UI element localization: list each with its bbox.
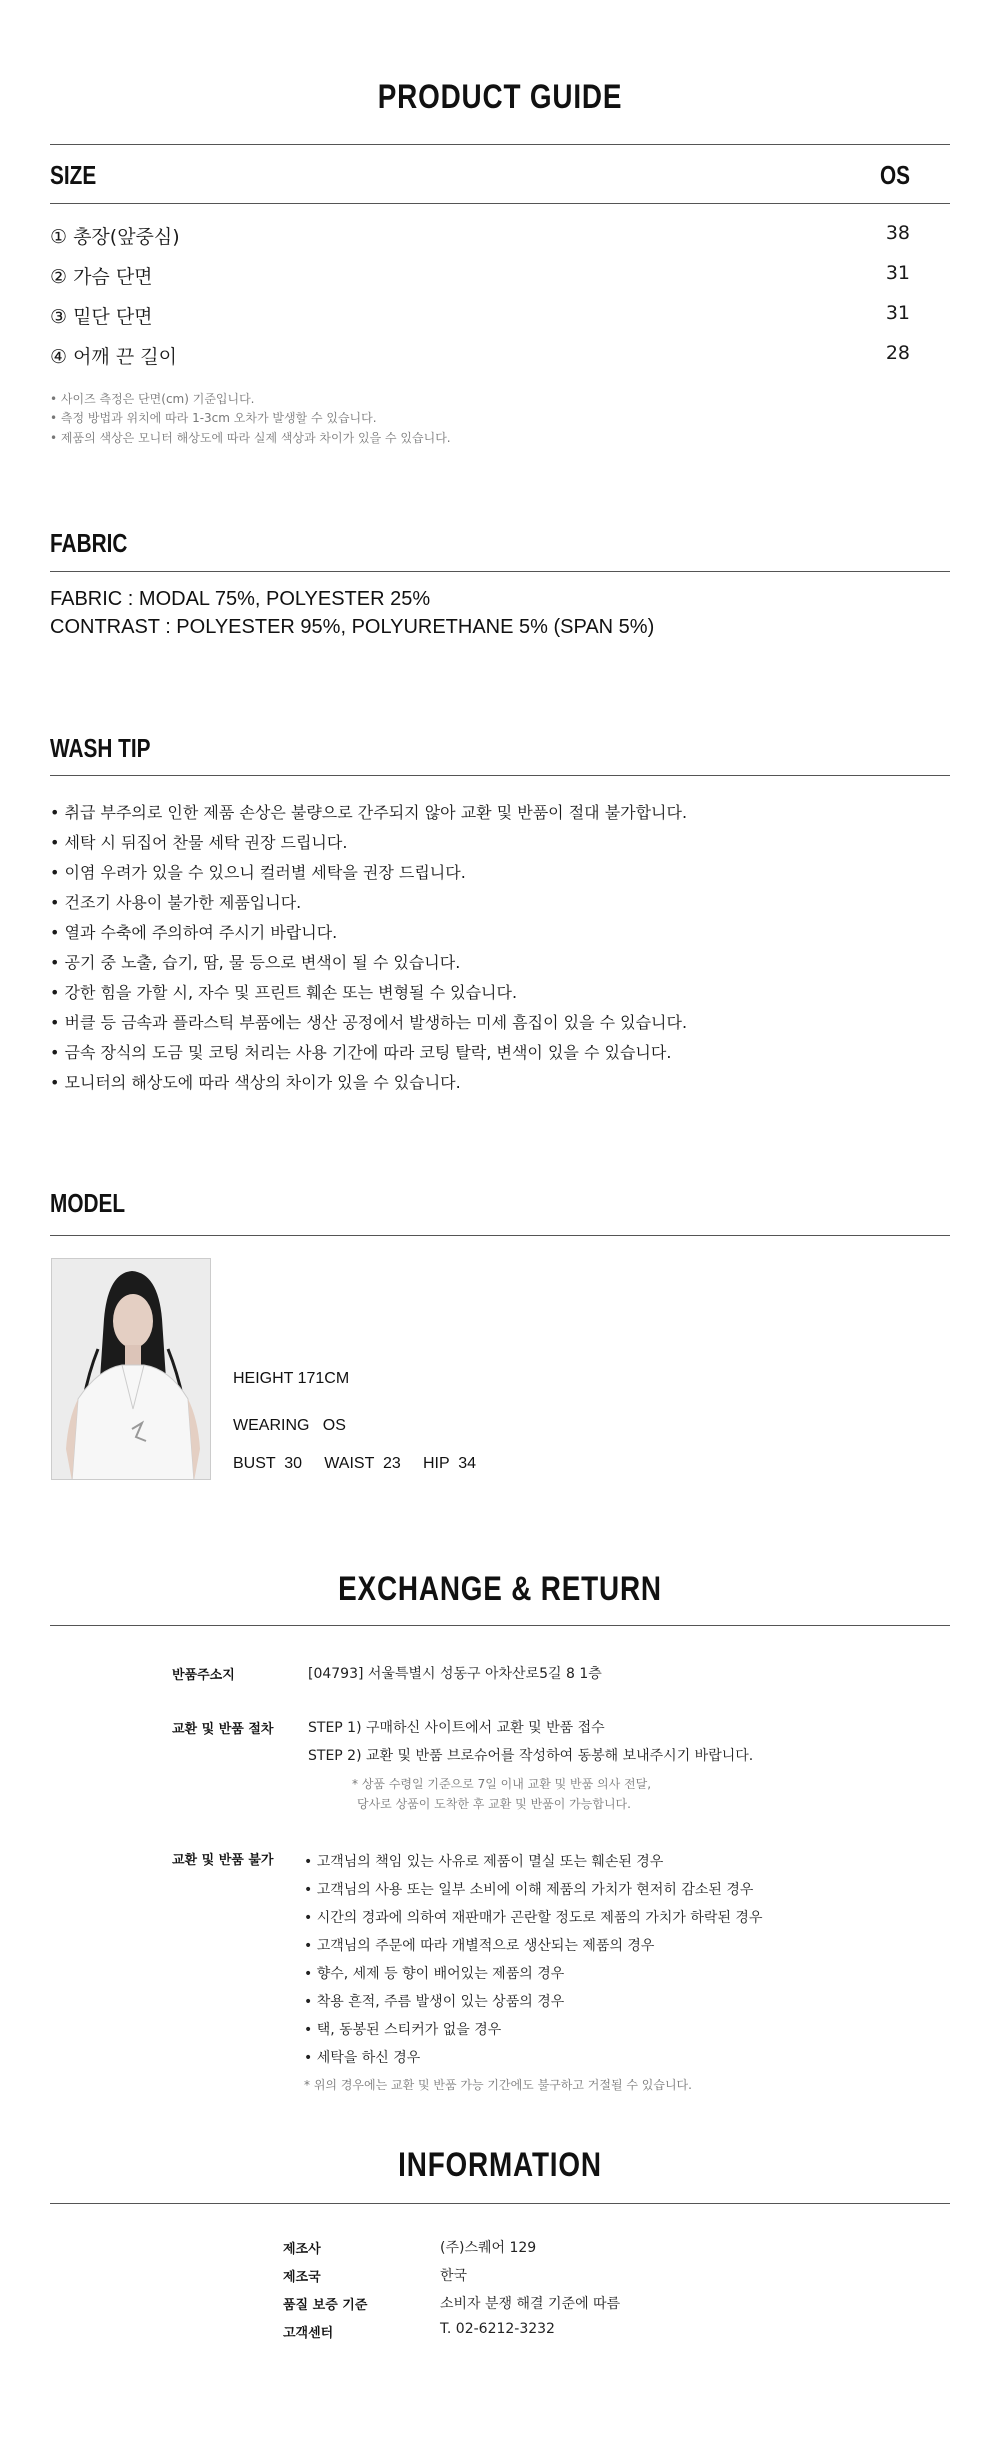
procedure-note: 당사로 상품이 도착한 후 교환 및 반품이 가능합니다. [357,1797,631,1811]
fabric-title: FABRIC [50,528,128,558]
unavailable-item: • 착용 흔적, 주름 발생이 있는 상품의 경우 [304,1994,565,2010]
model-height: HEIGHT 171CM [233,1370,350,1387]
wash-tip-item: • 열과 수축에 주의하여 주시기 바랍니다. [50,923,338,942]
unavailable-item: • 세탁을 하신 경우 [304,2050,421,2066]
divider [50,1235,950,1236]
size-row [50,302,910,332]
size-row [50,222,910,252]
os-header: OS [880,160,911,190]
address-label: 반품주소지 [172,1668,235,1683]
procedure-note: * 상품 수령일 기준으로 7일 이내 교환 및 반품 의사 전달, [352,1777,652,1791]
size-row [50,262,910,292]
unavailable-item: • 고객님의 주문에 따라 개별적으로 생산되는 제품의 경우 [304,1938,655,1954]
procedure-step1: STEP 1) 구매하신 사이트에서 교환 및 반품 접수 [308,1720,605,1736]
model-title: MODEL [50,1188,126,1218]
size-row [50,342,910,372]
size-row-value: 28 [885,342,910,364]
divider [50,2203,950,2204]
size-note: • 측정 방법과 위치에 따라 1-3cm 오차가 발생할 수 있습니다. [50,411,377,425]
fabric-line: CONTRAST : POLYESTER 95%, POLYURETHANE 5% (SPAN 5%) [50,616,655,638]
procedure-label: 교환 및 반품 절차 [172,1722,274,1737]
wash-tip-item: • 공기 중 노출, 습기, 땀, 물 등으로 변색이 될 수 있습니다. [50,953,461,972]
size-note: • 사이즈 측정은 단면(cm) 기준입니다. [50,392,255,406]
wash-tip-item: • 건조기 사용이 불가한 제품입니다. [50,893,302,912]
divider [50,144,950,145]
divider [50,203,950,204]
wash-tip-item: • 강한 힘을 가할 시, 자수 및 프린트 훼손 또는 변형될 수 있습니다. [50,983,518,1002]
wash-tip-item: • 버클 등 금속과 플라스틱 부품에는 생산 공정에서 발생하는 미세 흠집이 있을 수 있습니다. [50,1013,688,1032]
size-row-label: ④ 어깨 끈 길이 [50,346,177,368]
info-label: 제조사 [283,2242,321,2257]
unavailable-label: 교환 및 반품 불가 [172,1853,274,1868]
unavailable-item: • 고객님의 책임 있는 사유로 제품이 멸실 또는 훼손된 경우 [304,1854,664,1870]
info-label: 고객센터 [283,2326,334,2341]
size-row-label: ② 가슴 단면 [50,266,153,288]
wash-tip-item: • 취급 부주의로 인한 제품 손상은 불량으로 간주되지 않아 교환 및 반품이 절대 불가합니다. [50,803,688,822]
unavailable-item: • 시간의 경과에 의하여 재판매가 곤란할 정도로 제품의 가치가 하락된 경우 [304,1910,763,1926]
info-value: (주)스퀘어 129 [440,2240,537,2256]
unavailable-item: • 고객님의 사용 또는 일부 소비에 이해 제품의 가치가 현저히 감소된 경우 [304,1882,754,1898]
info-value: 한국 [440,2268,468,2284]
product-guide-title: PRODUCT GUIDE [377,78,623,116]
wash-tip-item: • 모니터의 해상도에 따라 색상의 차이가 있을 수 있습니다. [50,1073,461,1092]
size-row-value: 38 [885,222,910,244]
info-label: 품질 보증 기준 [283,2298,368,2313]
fabric-line: FABRIC : MODAL 75%, POLYESTER 25% [50,588,431,610]
model-image [52,1259,211,1480]
divider [50,571,950,572]
info-value: T. 02-6212-3232 [440,2321,555,2337]
wash-tip-item: • 이염 우려가 있을 수 있으니 컬러별 세탁을 권장 드립니다. [50,863,466,882]
divider [50,1625,950,1626]
size-row-value: 31 [885,302,910,324]
wash-tip-item: • 금속 장식의 도금 및 코팅 처리는 사용 기간에 따라 코팅 탈락, 변색이 있을 수 있습니다. [50,1043,672,1062]
size-header: SIZE [50,160,97,190]
procedure-step2: STEP 2) 교환 및 반품 브로슈어를 작성하여 동봉해 보내주시기 바랍니다. [308,1748,754,1764]
size-row-value: 31 [885,262,910,284]
information-title: INFORMATION [398,2146,602,2184]
size-note: • 제품의 색상은 모니터 해상도에 따라 실제 색상과 차이가 있을 수 있습니다. [50,431,451,445]
model-photo [51,1258,211,1480]
unavailable-note: * 위의 경우에는 교환 및 반품 가능 기간에도 불구하고 거절될 수 있습니다. [304,2078,692,2092]
model-wearing: WEARING OS [233,1417,346,1434]
info-label: 제조국 [283,2270,321,2285]
size-row-label: ① 총장(앞중심) [50,226,180,248]
address-value: [04793] 서울특별시 성동구 아차산로5길 8 1층 [308,1666,602,1682]
size-row-label: ③ 밑단 단면 [50,306,153,328]
wash-tip-title: WASH TIP [50,733,151,763]
info-value: 소비자 분쟁 해결 기준에 따름 [440,2296,621,2312]
wash-tip-item: • 세탁 시 뒤집어 찬물 세탁 권장 드립니다. [50,833,348,852]
divider [50,775,950,776]
unavailable-item: • 향수, 세제 등 향이 배어있는 제품의 경우 [304,1966,565,1982]
exchange-title: EXCHANGE & RETURN [338,1570,662,1608]
unavailable-item: • 택, 동봉된 스티커가 없을 경우 [304,2022,502,2038]
model-measurements: BUST 30 WAIST 23 HIP 34 [233,1455,477,1472]
